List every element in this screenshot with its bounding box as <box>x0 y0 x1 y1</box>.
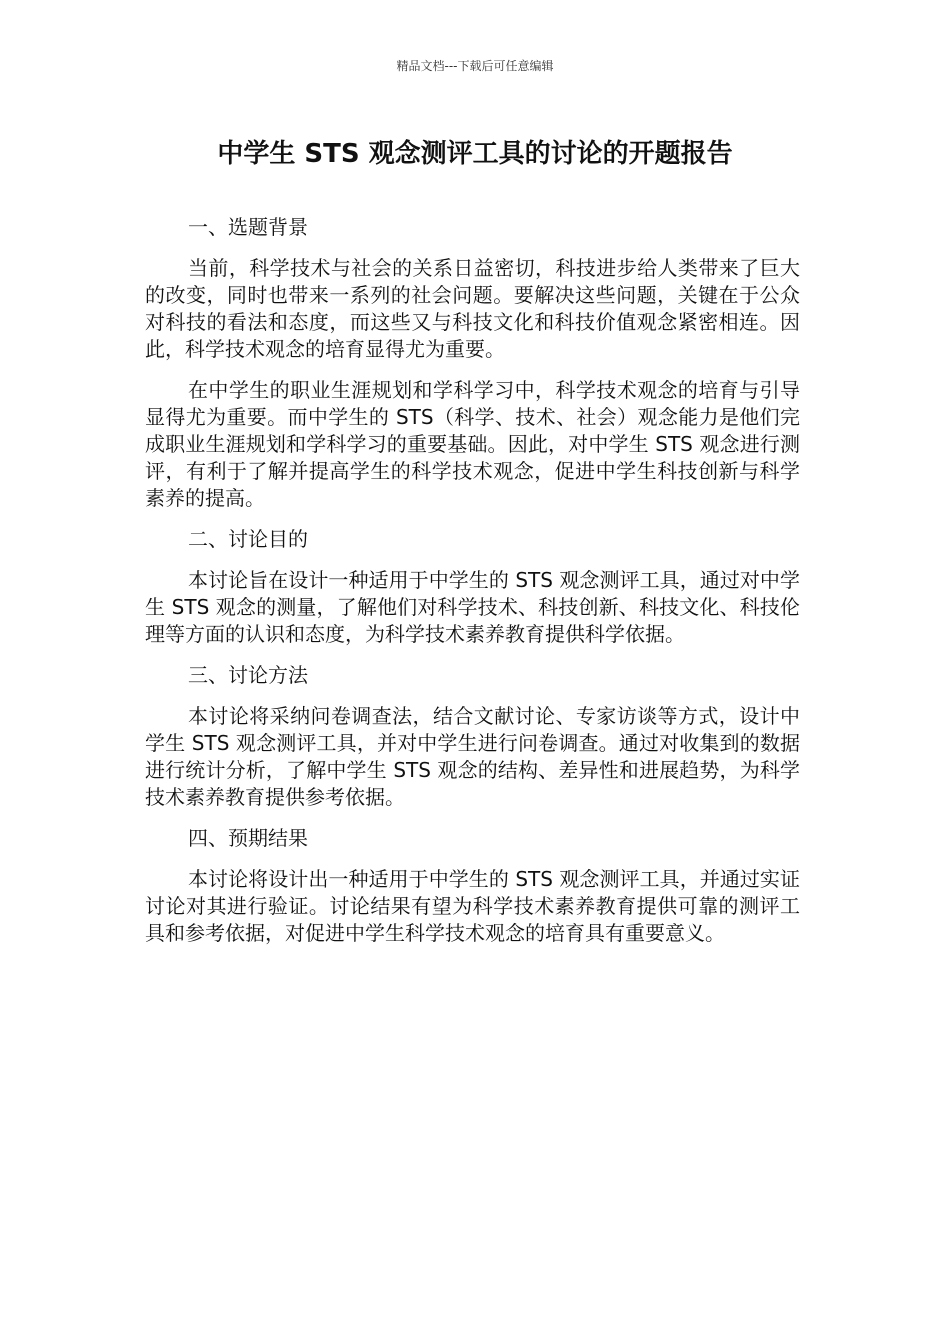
paragraph: 在中学生的职业生涯规划和学科学习中，科学技术观念的培育与引导显得尤为重要。而中学生的 STS（科学、技术、社会）观念能力是他们完成职业生涯规划和学科学习的重要基础。因此，对中学生 STS 观念进行测评，有利于了解并提高学生的科学技术观念，促进中学生科技创新与科学素养的提高。 <box>145 378 800 510</box>
page-header: 精品文档---下载后可任意编辑 <box>396 59 554 73</box>
section-method <box>145 662 800 811</box>
section-heading: 三、讨论方法 <box>188 663 308 687</box>
paragraph: 当前，科学技术与社会的关系日益密切，科技进步给人类带来了巨大的改变，同时也带来一系列的社会问题。要解决这些问题，关键在于公众对科技的看法和态度，而这些又与科技文化和科技价值观念紧密相连。因此，科学技术观念的培育显得尤为重要。 <box>145 256 800 361</box>
paragraph: 本讨论将采纳问卷调查法，结合文献讨论、专家访谈等方式，设计中学生 STS 观念测评工具，并对中学生进行问卷调查。通过对收集到的数据进行统计分析，了解中学生 STS 观念的结构、差异性和进展趋势，为科学技术素养教育提供参考依据。 <box>145 704 800 809</box>
paragraph: 本讨论将设计出一种适用于中学生的 STS 观念测评工具，并通过实证讨论对其进行验证。讨论结果有望为科学技术素养教育提供可靠的测评工具和参考依据，对促进中学生科学技术观念的培育具有重要意义。 <box>145 867 800 945</box>
section-purpose <box>145 526 800 648</box>
section-heading: 一、选题背景 <box>188 215 308 239</box>
paragraph: 本讨论旨在设计一种适用于中学生的 STS 观念测评工具，通过对中学生 STS 观念的测量，了解他们对科学技术、科技创新、科技文化、科技伦理等方面的认识和态度，为科学技术素养教育提供科学依据。 <box>145 568 800 646</box>
section-background <box>145 214 800 512</box>
document-title: 中学生 STS 观念测评工具的讨论的开题报告 <box>217 139 733 169</box>
section-heading: 二、讨论目的 <box>188 527 308 551</box>
section-heading: 四、预期结果 <box>188 826 308 850</box>
document-body <box>145 214 800 961</box>
section-expected-results <box>145 825 800 947</box>
